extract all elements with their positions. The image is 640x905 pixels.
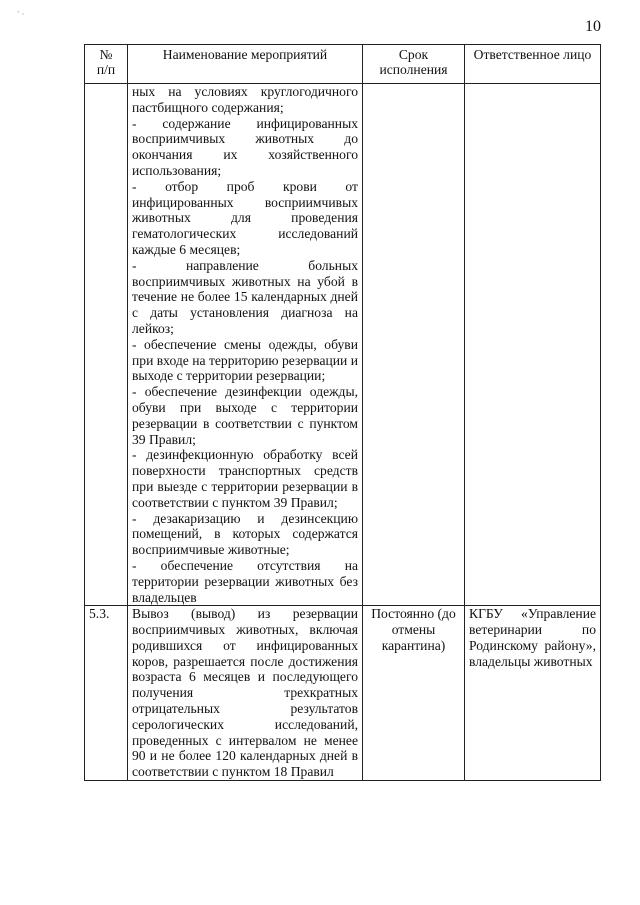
header-name: Наименование мероприятий: [128, 45, 363, 84]
row-responsible: КГБУ «Управление ветеринарии по Родинскому району», владельцы животных: [465, 606, 601, 781]
cell-measures-continuation: [128, 84, 363, 606]
row-number: 5.3.: [85, 606, 128, 781]
measure-line: - отбор проб крови от инфицированных восприимчивых животных для проведения гематологических исследований каждые 6 месяцев;: [132, 178, 358, 257]
measure-line: - обеспечение дезинфекции одежды, обуви при выходе с территории резервации в соответствии с пунктом 39 Правил;: [132, 384, 358, 447]
table-row: [85, 606, 601, 781]
row-measure-text: Вывоз (вывод) из резервации восприимчивых животных, включая родившихся от инфицированных коров, разрешается после достижения возраста 6 месяцев и последующего получения трехкратных отрицательных результатов серологических исследований, проведенных с интервалом не менее 90 и не более 120 календарных дней в соответствии с пунктом 18 Правил: [128, 606, 363, 781]
measure-line: - обеспечение смены одежды, обуви при входе на территорию резервации и выходе с территории резервации;: [132, 336, 358, 384]
cell-responsible-empty: [465, 84, 601, 606]
page-number: 10: [585, 18, 601, 35]
measure-line: - содержание инфицированных восприимчивых животных до окончания их хозяйственного использования;: [132, 115, 358, 178]
row-term: Постоянно (до отмены карантина): [363, 606, 465, 781]
measure-line: - направление больных восприимчивых животных на убой в течение не более 15 календарных дней с даты установления диагноза на лейкоз;: [132, 257, 358, 336]
table-header-row: [85, 45, 601, 84]
scan-marks: ` ·: [17, 10, 25, 19]
cell-num-empty: [85, 84, 128, 606]
measure-line: - обеспечение отсутствия на территории резервации животных без владельцев: [132, 557, 358, 605]
measure-line: - дезинфекционную обработку всей поверхности транспортных средств при выезде с территории резервации в соответствии с пунктом 39 Правил;: [132, 447, 358, 510]
cell-term-empty: [363, 84, 465, 606]
measures-table: [84, 44, 601, 781]
header-term: Срок исполнения: [363, 45, 465, 84]
measure-line: - дезакаризацию и дезинсекцию помещений, в которых содержатся восприимчивые животные;: [132, 510, 358, 558]
header-responsible: Ответственное лицо: [465, 45, 601, 84]
measure-line: ных на условиях круглогодичного пастбищного содержания;: [132, 84, 358, 115]
table-row-continuation: [85, 84, 601, 606]
header-num: № п/п: [85, 45, 128, 84]
